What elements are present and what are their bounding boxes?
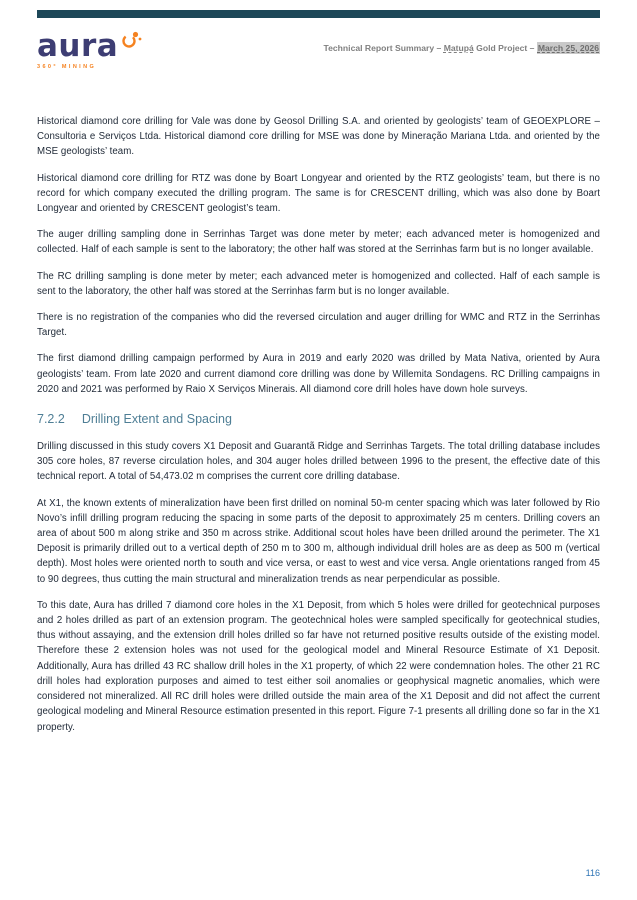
running-header-date: March 25, 2026	[537, 43, 599, 53]
running-header-prefix: Technical Report Summary –	[323, 43, 444, 53]
body-paragraph: Historical diamond core drilling for Vale was done by Geosol Drilling S.A. and oriented by geologists’ team of GEOEXPLORE – Consultoria e Serviços Ltda. Historical diamond core drilling for MSE was done by Mineração Mariana Ltda. and oriented by the MSE geologists’ team.	[37, 116, 600, 158]
logo-wordmark: aura	[37, 28, 119, 64]
section-title: Drilling Extent and Spacing	[81, 412, 232, 427]
body-paragraph: The auger drilling sampling done in Serrinhas Target was done meter by meter; each advanced meter is homogenized and collected. Half of each sample is sent to the laboratory; the other half was stored at the Serrinhas farm but is no longer available.	[37, 229, 600, 256]
body-paragraph: The RC drilling sampling is done meter by meter; each advanced meter is homogenized and collected. Half of each sample is sent to the laboratory, the other half was stored at the Serrinhas farm but is no longer available.	[37, 270, 600, 297]
logo-orbit-icon	[120, 29, 142, 51]
header-rule	[37, 10, 600, 18]
page-number: 116	[585, 868, 600, 878]
page-header	[37, 28, 600, 87]
aura-logo	[37, 28, 157, 70]
logo-tagline: 360° MINING	[37, 64, 97, 70]
body-paragraph: At X1, the known extents of mineralization have been first drilled on nominal 50-m center spacing which was later followed by Rio Novo’s infill drilling program reducing the spacing in some parts of the deposit to approximately 25 m centers. Drilling covers an area of about 500 m along strike and 350 m across strike. Additional scout holes have been drilled around the perimeter. The X1 Deposit is primarily drilled out to a vertical depth of 250 m to 300 m, although individual drill holes are as deep as 500 m (vertical depth). Most holes were oriented north to south and vice versa, or east to west and vice versa. Angle orientations ranged from 45 to 90 degrees, thus cutting the main structural and mineralization trends as near perpendicular as possible.	[37, 497, 600, 585]
body-paragraph: There is no registration of the companies who did the reversed circulation and auger drilling for WMC and RTZ in the Serrinhas Target.	[37, 312, 600, 339]
document-body	[37, 114, 600, 735]
body-paragraph: To this date, Aura has drilled 7 diamond core holes in the X1 Deposit, from which 5 holes were drilled for geotechnical purposes and 2 holes drilled as part of an extension program. The geotechnical holes were sampled specifically for geotechnical studies, thus without assaying, and the extension drill holes drilled so far have not returned positive results outside of the existing model. Therefore these 2 extension holes was not used for the geological model and Mineral Resource Estimate of X1 Deposit. Additionally, Aura has drilled 43 RC shallow drill holes in the X1 property, of which 22 were condemnation holes. The other 21 RC drill holes had exploration purposes and aimed to test either soil anomalies or geophysical magnetic anomalies, which were considered not mineralized. All RC drill holes were drilled outside the main area of the X1 Deposit and did not affect the current geological modeling and Mineral Resource estimation presented in this report. Figure 7-1 presents all drilling done so far in the X1 property.	[37, 599, 600, 733]
running-header-mid: Gold Project –	[473, 43, 537, 53]
body-paragraph: Drilling discussed in this study covers X1 Deposit and Guarantã Ridge and Serrinhas Targets. The total drilling database includes 305 core holes, 87 reverse circulation holes, and 304 auger holes drilled between 1996 to the present, the effective date of this technical report. A total of 54,473.02 m comprises the current core drilling database.	[37, 441, 600, 483]
section-heading	[37, 412, 600, 426]
running-header	[324, 43, 600, 53]
running-header-project: Matupá	[443, 43, 474, 53]
section-number: 7.2.2	[37, 412, 65, 427]
body-paragraph: Historical diamond core drilling for RTZ was done by Boart Longyear and oriented by the RTZ geologists’ team, but there is no record for which company executed the drilling program. The same is for CRESCENT drilling, which was also done by Boart Longyear and oriented by CRESCENT geologist’s team.	[37, 172, 600, 215]
body-paragraph: The first diamond drilling campaign performed by Aura in 2019 and early 2020 was drilled by Mata Nativa, oriented by Aura geologists’ team. From late 2020 and current diamond core drilling was done by Willemita Sondagens. RC Drilling campaigns in 2020 and 2021 was performed by Raio X Serviços Minerais. All diamond core drill holes have down hole surveys.	[37, 353, 600, 395]
